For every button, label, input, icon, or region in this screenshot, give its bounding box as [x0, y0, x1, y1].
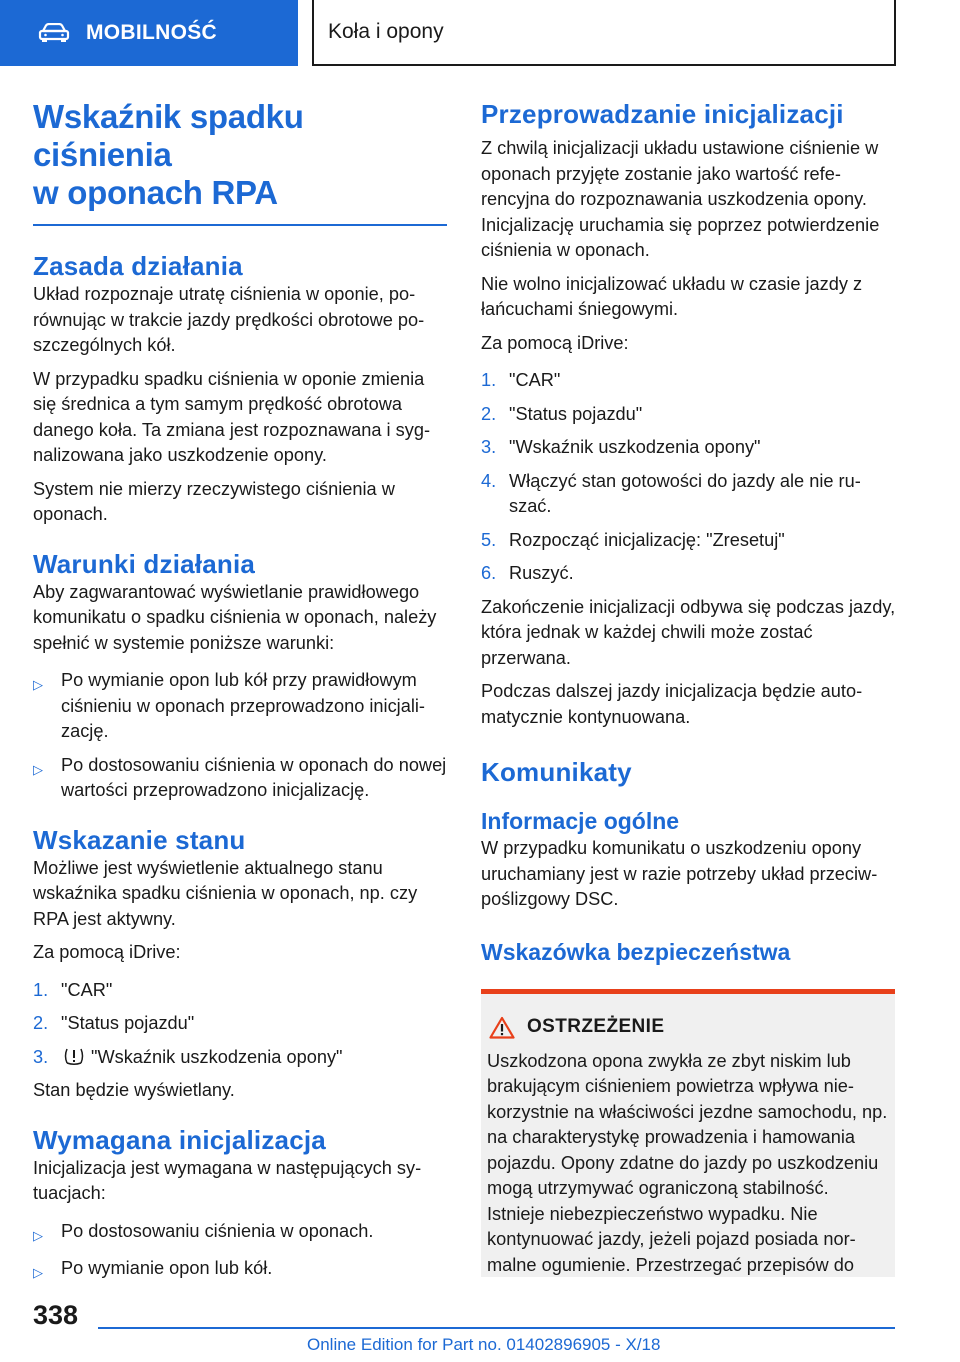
warning-triangle-icon: [489, 1016, 515, 1039]
list-item-text: "CAR": [61, 979, 113, 1000]
list-item-text: "Wskaźnik uszkodzenia opony": [509, 437, 761, 457]
heading-informacje: Informacje ogólne: [481, 808, 680, 834]
list-item: [481, 469, 896, 520]
paragraph: Za pomocą iDrive:: [481, 332, 629, 353]
step-number: 3.: [481, 437, 497, 457]
heading-przeprowadzanie: Przeprowadzanie inicjalizacji: [481, 99, 844, 129]
list-item: [481, 528, 896, 554]
section-title: MOBILNOŚĆ: [86, 21, 218, 44]
page-title-line2: w oponach RPA: [33, 174, 278, 211]
list-item: [33, 1219, 448, 1249]
heading-wskazowka: Wskazówka bezpieczeństwa: [481, 938, 791, 965]
heading-komunikaty: Komunikaty: [481, 757, 632, 787]
car-icon: [38, 23, 70, 43]
list-item-text: "CAR": [509, 370, 561, 390]
step-number: 1.: [33, 979, 49, 1000]
paragraph: Zakończenie inicjalizacji odbywa się podczas jazdy, która jednak w każdej chwili może zostać przerwana.: [481, 596, 896, 668]
list-item: [33, 978, 448, 1004]
step-number: 2.: [33, 1013, 49, 1033]
paragraph: W przypadku komunikatu o uszkodzeniu opony uruchamiany jest w razie potrzeby układ przeciwpoślizgowy DSC.: [481, 838, 878, 909]
footer-divider: [98, 1327, 895, 1329]
page-title: [33, 98, 448, 212]
paragraph: Nie wolno inicjalizować układu w czasie jazdy z łańcuchami śniegowymi.: [481, 273, 863, 319]
bullet-list: [33, 1219, 448, 1286]
bullet-list: [33, 668, 448, 804]
paragraph: W przypadku spadku ciśnienia w oponie zmienia się średnica a tym samym prędkość obrotowa danego koła. Ta zmiana jest rozpoznawana i sygnalizowana jako uszkodzenie opony.: [33, 368, 430, 465]
right-column: [481, 98, 896, 1277]
list-item-text: Po dostosowaniu ciśnienia w oponach do nowej wartości przeprowadzono inicjalizację.: [61, 754, 447, 800]
step-number: 5.: [481, 529, 497, 550]
paragraph: System nie mierzy rzeczywistego ciśnienia w oponach.: [33, 478, 395, 524]
warning-text: Uszkodzona opona zwykła ze zbyt niskim lub brakującym ciśnieniem powietrza wpływa niekorzystnie na właściwości jezdne samochodu, np. na charakterystykę prowadzenia i hamowania pojazdu. Opony zdatne do jazdy po uszkodzeniu mogą utrzymywać ograniczoną stabilność. Istnieje niebezpieczeństwo wypadku. Nie kontynuować jazdy, jeżeli pojazd posiada normalne ogumienie. Przestrzegać przepisów do: [487, 1050, 888, 1275]
bullet-icon: ▷: [33, 677, 43, 692]
list-item-text: Ruszyć.: [509, 563, 574, 583]
step-number: 1.: [481, 370, 497, 390]
list-item: [481, 368, 896, 394]
bullet-icon: ▷: [33, 1227, 43, 1243]
heading-zasada: Zasada działania: [33, 251, 243, 281]
heading-wskazanie: Wskazanie stanu: [33, 824, 246, 855]
warning-header: [487, 1016, 889, 1039]
heading-warunki: Warunki działania: [33, 548, 256, 579]
paragraph: Układ rozpoznaje utratę ciśnienia w oponie, porównując w trakcie jazdy prędkości obrotowe poszczególnych kół.: [33, 284, 425, 355]
page-title-line1: Wskaźnik spadku ciśnienia: [33, 98, 304, 173]
list-item: [481, 561, 896, 587]
list-item: [481, 435, 896, 461]
heading-wymagana: Wymagana inicjalizacja: [33, 1124, 326, 1155]
list-item-text: Po dostosowaniu ciśnienia w oponach.: [61, 1220, 374, 1241]
edition-text: Online Edition for Part no. 01402896905 - X/18: [307, 1335, 661, 1354]
step-number: 3.: [33, 1046, 49, 1067]
paragraph: Za pomocą iDrive:: [33, 942, 181, 962]
list-item-text: Włączyć stan gotowości do jazdy ale nie ruszać.: [509, 470, 861, 516]
paragraph: Stan będzie wyświetlany.: [33, 1080, 235, 1100]
list-item: [33, 1256, 448, 1286]
list-item: [33, 753, 448, 804]
list-item: [33, 668, 448, 745]
list-item-text: Rozpocząć inicjalizację: "Zresetuj": [509, 529, 785, 550]
bullet-icon: ▷: [33, 1265, 43, 1280]
paragraph: Możliwe jest wyświetlenie aktualnego stanu wskaźnika spadku ciśnienia w oponach, np. czy RPA jest aktywny.: [33, 857, 418, 929]
step-list: [481, 368, 896, 587]
list-item-text: Po wymianie opon lub kół.: [61, 1258, 273, 1278]
step-number: 4.: [481, 470, 497, 491]
subsection-header: [312, 0, 896, 66]
step-list: [33, 978, 448, 1071]
section-tab: [0, 0, 298, 66]
paragraph: Podczas dalszej jazdy inicjalizacja będzie automatycznie kontynuowana.: [481, 681, 863, 727]
list-item: [33, 1045, 448, 1071]
list-item-text: "Wskaźnik uszkodzenia opony": [91, 1046, 343, 1067]
list-item: [33, 1011, 448, 1037]
paragraph: Z chwilą inicjalizacji układu ustawione ciśnienie w oponach przyjęte zostanie jako wartość referencyjna do rozpoznawania uszkodzenia opony. Inicjalizację uruchamia się poprzez potwierdzenie ciśnienia w oponach.: [481, 138, 880, 260]
paragraph: Inicjalizacja jest wymagana w następujących sytuacjach:: [33, 1157, 422, 1203]
step-number: 6.: [481, 563, 497, 583]
warning-title: OSTRZEŻENIE: [527, 1016, 665, 1037]
paragraph: Aby zagwarantować wyświetlanie prawidłowego komunikatu o spadku ciśnienia w oponach, należy spełnić w systemie poniższe warunki:: [33, 581, 437, 653]
page-number: 338: [33, 1300, 79, 1330]
bullet-icon: ▷: [33, 761, 43, 777]
step-number: 2.: [481, 403, 497, 424]
list-item: [481, 402, 896, 428]
tire-pressure-warning-icon: [63, 1046, 85, 1066]
warning-box: [481, 989, 895, 1277]
left-column: [33, 98, 448, 1286]
subsection-title: Koła i opony: [328, 20, 444, 43]
title-divider: [33, 224, 447, 226]
list-item-text: "Status pojazdu": [61, 1013, 195, 1033]
list-item-text: Po wymianie opon lub kół przy prawidłowym ciśnieniu w oponach przeprowadzono inicjalizację.: [61, 670, 425, 741]
list-item-text: "Status pojazdu": [509, 403, 643, 424]
